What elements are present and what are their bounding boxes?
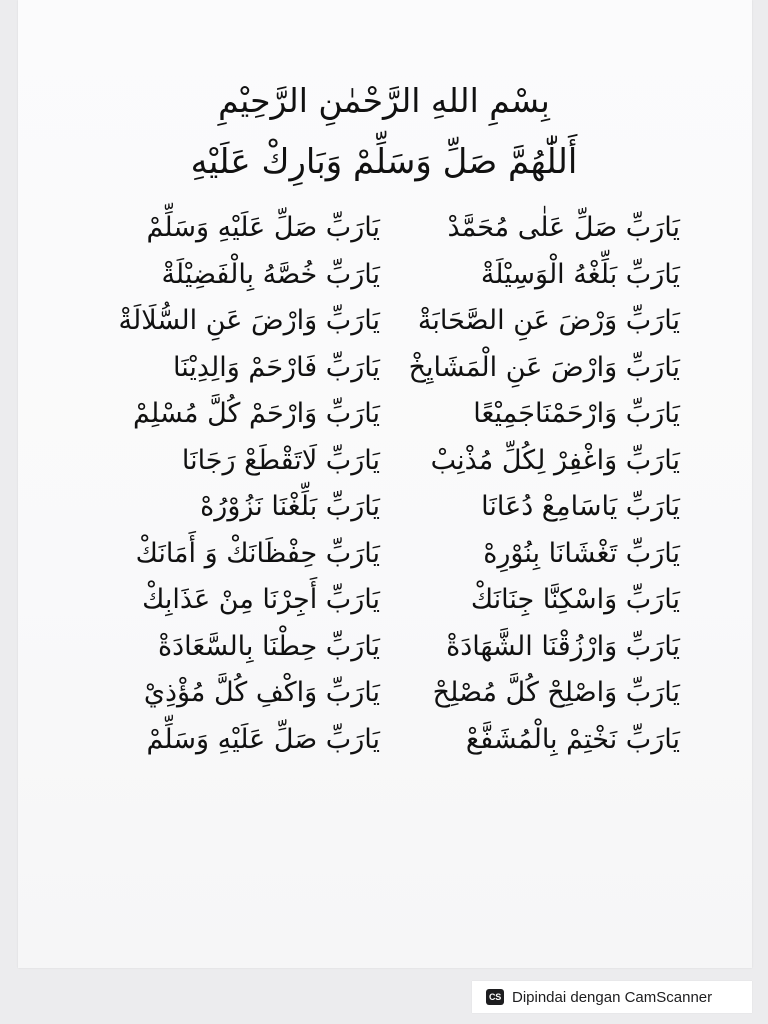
- verse-second-half: يَارَبِّ صَلِّ عَلَيْهِ وَسَلِّمْ: [146, 723, 380, 755]
- salawat-heading: أَللّٰهُمَّ صَلِّ وَسَلِّمْ وَبَارِكْ عَلَيْهِ: [190, 142, 578, 182]
- verse-second-half: يَارَبِّ فَارْحَمْ وَالِدِيْنَا: [172, 351, 380, 383]
- verse-row: [100, 670, 680, 717]
- verse-second-half: يَارَبِّ أَجِرْنَا مِنْ عَذَابِكْ: [142, 584, 380, 615]
- verse-row: [100, 577, 680, 624]
- verse-row: [100, 484, 680, 531]
- verse-second-half: يَارَبِّ وَارْحَمْ كُلَّ مُسْلِمْ: [133, 398, 380, 429]
- bismillah-heading: بِسْمِ اللهِ الرَّحْمٰنِ الرَّحِيْمِ: [218, 81, 550, 120]
- verse-first-half: يَارَبِّ وَارْحَمْنَاجَمِيْعًا: [473, 398, 680, 429]
- verse-first-half: يَارَبِّ بَلِّغْهُ الْوَسِيْلَةْ: [480, 258, 680, 290]
- verse-first-half: يَارَبِّ وَارْضَ عَنِ الْمَشَايِخْ: [408, 351, 680, 383]
- verse-first-half: يَارَبِّ تَغْشَانَا بِنُوْرِهْ: [483, 537, 680, 569]
- verse-row: [100, 531, 680, 578]
- verse-second-half: يَارَبِّ صَلِّ عَلَيْهِ وَسَلِّمْ: [146, 212, 380, 243]
- camscanner-text: Dipindai dengan CamScanner: [512, 988, 713, 1006]
- camscanner-watermark: [472, 981, 752, 1013]
- verse-first-half: يَارَبِّ صَلِّ عَلٰى مُحَمَّدْ: [447, 212, 680, 243]
- verse-row: [100, 391, 680, 438]
- verse-first-half: يَارَبِّ وَاغْفِرْ لِكُلِّ مُذْنِبْ: [430, 444, 680, 476]
- verse-first-half: يَارَبِّ وَارْزُقْنَا الشَّهَادَةْ: [446, 630, 680, 662]
- verse-first-half: يَارَبِّ وَاصْلِحْ كُلَّ مُصْلِحْ: [432, 677, 680, 708]
- verse-first-half: يَارَبِّ نَخْتِمْ بِالْمُشَفَّعْ: [465, 723, 680, 755]
- verse-second-half: يَارَبِّ حِطْنَا بِالسَّعَادَةْ: [157, 630, 380, 662]
- camscanner-logo-icon: CS: [486, 989, 504, 1005]
- verse-first-half: يَارَبِّ وَرْضَ عَنِ الصَّحَابَةْ: [417, 305, 680, 336]
- verse-row: [100, 624, 680, 671]
- verse-row: [100, 345, 680, 392]
- verse-second-half: يَارَبِّ وَارْضَ عَنِ السُّلَالَةْ: [118, 305, 380, 336]
- verse-second-half: يَارَبِّ لَاتَقْطَعْ رَجَانَا: [181, 444, 380, 476]
- verse-row: [100, 438, 680, 485]
- verse-row: [100, 717, 680, 764]
- verse-second-half: يَارَبِّ وَاكْفِ كُلَّ مُؤْذِيْ: [143, 677, 380, 708]
- verse-list: [100, 205, 680, 763]
- verse-first-half: يَارَبِّ يَاسَامِعْ دُعَانَا: [481, 491, 680, 522]
- verse-second-half: يَارَبِّ خُصَّهُ بِالْفَضِيْلَةْ: [161, 258, 380, 290]
- verse-second-half: يَارَبِّ بَلِّغْنَا نَزُوْرُهْ: [200, 491, 380, 522]
- verse-row: [100, 252, 680, 299]
- verse-row: [100, 205, 680, 252]
- verse-first-half: يَارَبِّ وَاسْكِنَّا جِنَانَكْ: [470, 584, 680, 615]
- verse-row: [100, 298, 680, 345]
- verse-second-half: يَارَبِّ حِفْظَانَكْ وَ أَمَانَكْ: [135, 537, 380, 569]
